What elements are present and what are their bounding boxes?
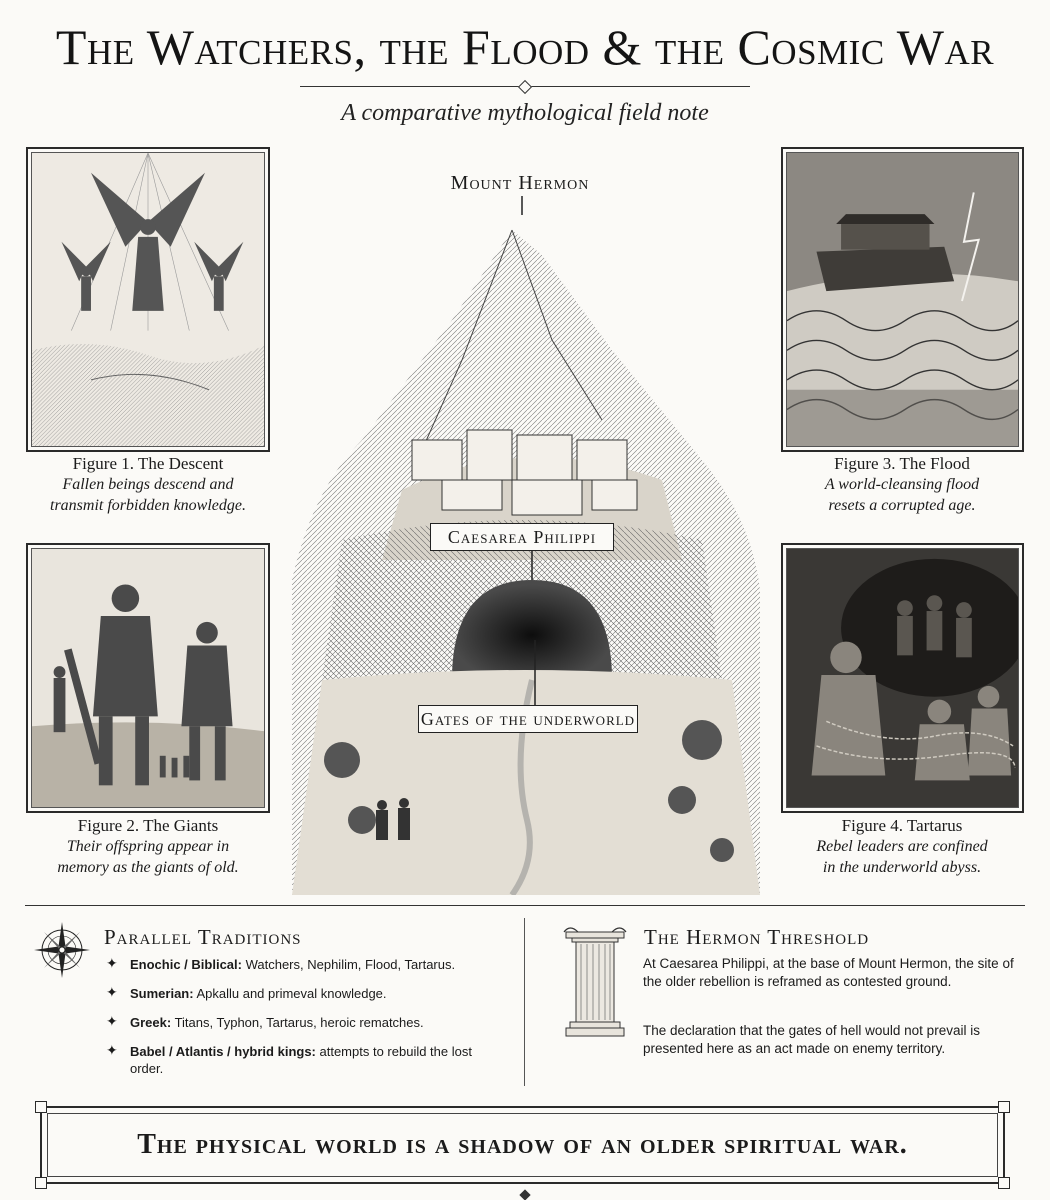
figure-1-title: Figure 1. The Descent <box>72 454 224 473</box>
page-title: The Watchers, the Flood & the Cosmic War <box>55 19 995 75</box>
tradition-term: Enochic / Biblical: <box>130 957 242 972</box>
banner-inner-frame <box>47 1113 998 1177</box>
column-divider <box>524 918 525 1086</box>
figure-1-text-line-2: transmit forbidden knowledge. <box>50 497 246 514</box>
banner-corner-ornament <box>35 1101 47 1113</box>
figure-4-text-line-2: in the underworld abyss. <box>822 859 982 876</box>
list-item <box>104 985 504 1002</box>
parallel-traditions-list <box>104 956 504 1089</box>
tradition-text: attempts to rebuild the lost order. <box>130 1044 472 1076</box>
figure-2-text-line-2: memory as the giants of old. <box>57 859 239 876</box>
figure-2-title: Figure 2. The Giants <box>77 816 219 835</box>
figure-2-caption <box>20 816 276 878</box>
caesarea-philippi-label: Caesarea Philippi <box>430 523 614 551</box>
hermon-threshold-para-2: The declaration that the gates of hell would not prevail is presented here as an act made on enemy territory. <box>643 1023 980 1056</box>
star-bullet-icon: ✦ <box>106 1042 118 1058</box>
figure-2-text-line-1: Their offspring appear in <box>66 838 230 855</box>
list-item <box>104 1043 504 1077</box>
tradition-term: Greek: <box>130 1015 172 1030</box>
tradition-term: Babel / Atlantis / hybrid kings: <box>130 1044 316 1059</box>
tradition-text: Apkallu and primeval knowledge. <box>193 986 387 1001</box>
tradition-term: Sumerian: <box>130 986 194 1001</box>
figure-4-image <box>781 543 1024 813</box>
ionic-column-icon <box>560 924 630 1039</box>
banner-corner-ornament <box>998 1101 1010 1113</box>
closing-banner <box>40 1106 1005 1184</box>
compass-rose-icon <box>32 920 92 980</box>
figure-1-caption <box>20 454 276 516</box>
figure-3-image <box>781 147 1024 452</box>
bottom-ornament <box>519 1189 530 1200</box>
figure-2-image <box>26 543 270 813</box>
parallel-traditions-heading: Parallel Traditions <box>104 925 302 949</box>
gates-of-underworld-label: Gates of the underworld <box>418 705 638 733</box>
hermon-threshold-para-1: At Caesarea Philippi, at the base of Mount Hermon, the site of the older rebellion is reframed as contested ground. <box>643 956 1014 989</box>
star-bullet-icon: ✦ <box>106 984 118 1000</box>
tradition-text: Titans, Typhon, Tartarus, heroic rematches. <box>171 1015 424 1030</box>
figure-3-text-line-2: resets a corrupted age. <box>828 497 976 514</box>
tradition-text: Watchers, Nephilim, Flood, Tartarus. <box>241 957 456 972</box>
banner-corner-ornament <box>35 1177 47 1189</box>
mount-hermon-label: Mount Hermon <box>450 172 590 194</box>
figure-3-text-line-1: A world-cleansing flood <box>824 476 980 493</box>
list-item <box>104 956 504 973</box>
figure-4-title: Figure 4. Tartarus <box>841 816 963 835</box>
section-divider <box>25 905 1025 906</box>
banner-corner-ornament <box>998 1177 1010 1189</box>
star-bullet-icon: ✦ <box>106 955 118 971</box>
star-bullet-icon: ✦ <box>106 1013 118 1029</box>
hermon-threshold-heading: The Hermon Threshold <box>644 925 870 949</box>
figure-3-title: Figure 3. The Flood <box>834 454 970 473</box>
title-ornament <box>518 80 532 94</box>
figure-4-text-line-1: Rebel leaders are confined <box>816 838 988 855</box>
figure-4-caption <box>774 816 1030 878</box>
figure-1-text-line-1: Fallen beings descend and <box>62 476 234 493</box>
page-subtitle: A comparative mythological field note <box>341 100 709 126</box>
figure-1-image <box>26 147 270 452</box>
list-item <box>104 1014 504 1031</box>
figure-3-caption <box>774 454 1030 516</box>
banner-text: The physical world is a shadow of an older spiritual war. <box>137 1129 908 1160</box>
